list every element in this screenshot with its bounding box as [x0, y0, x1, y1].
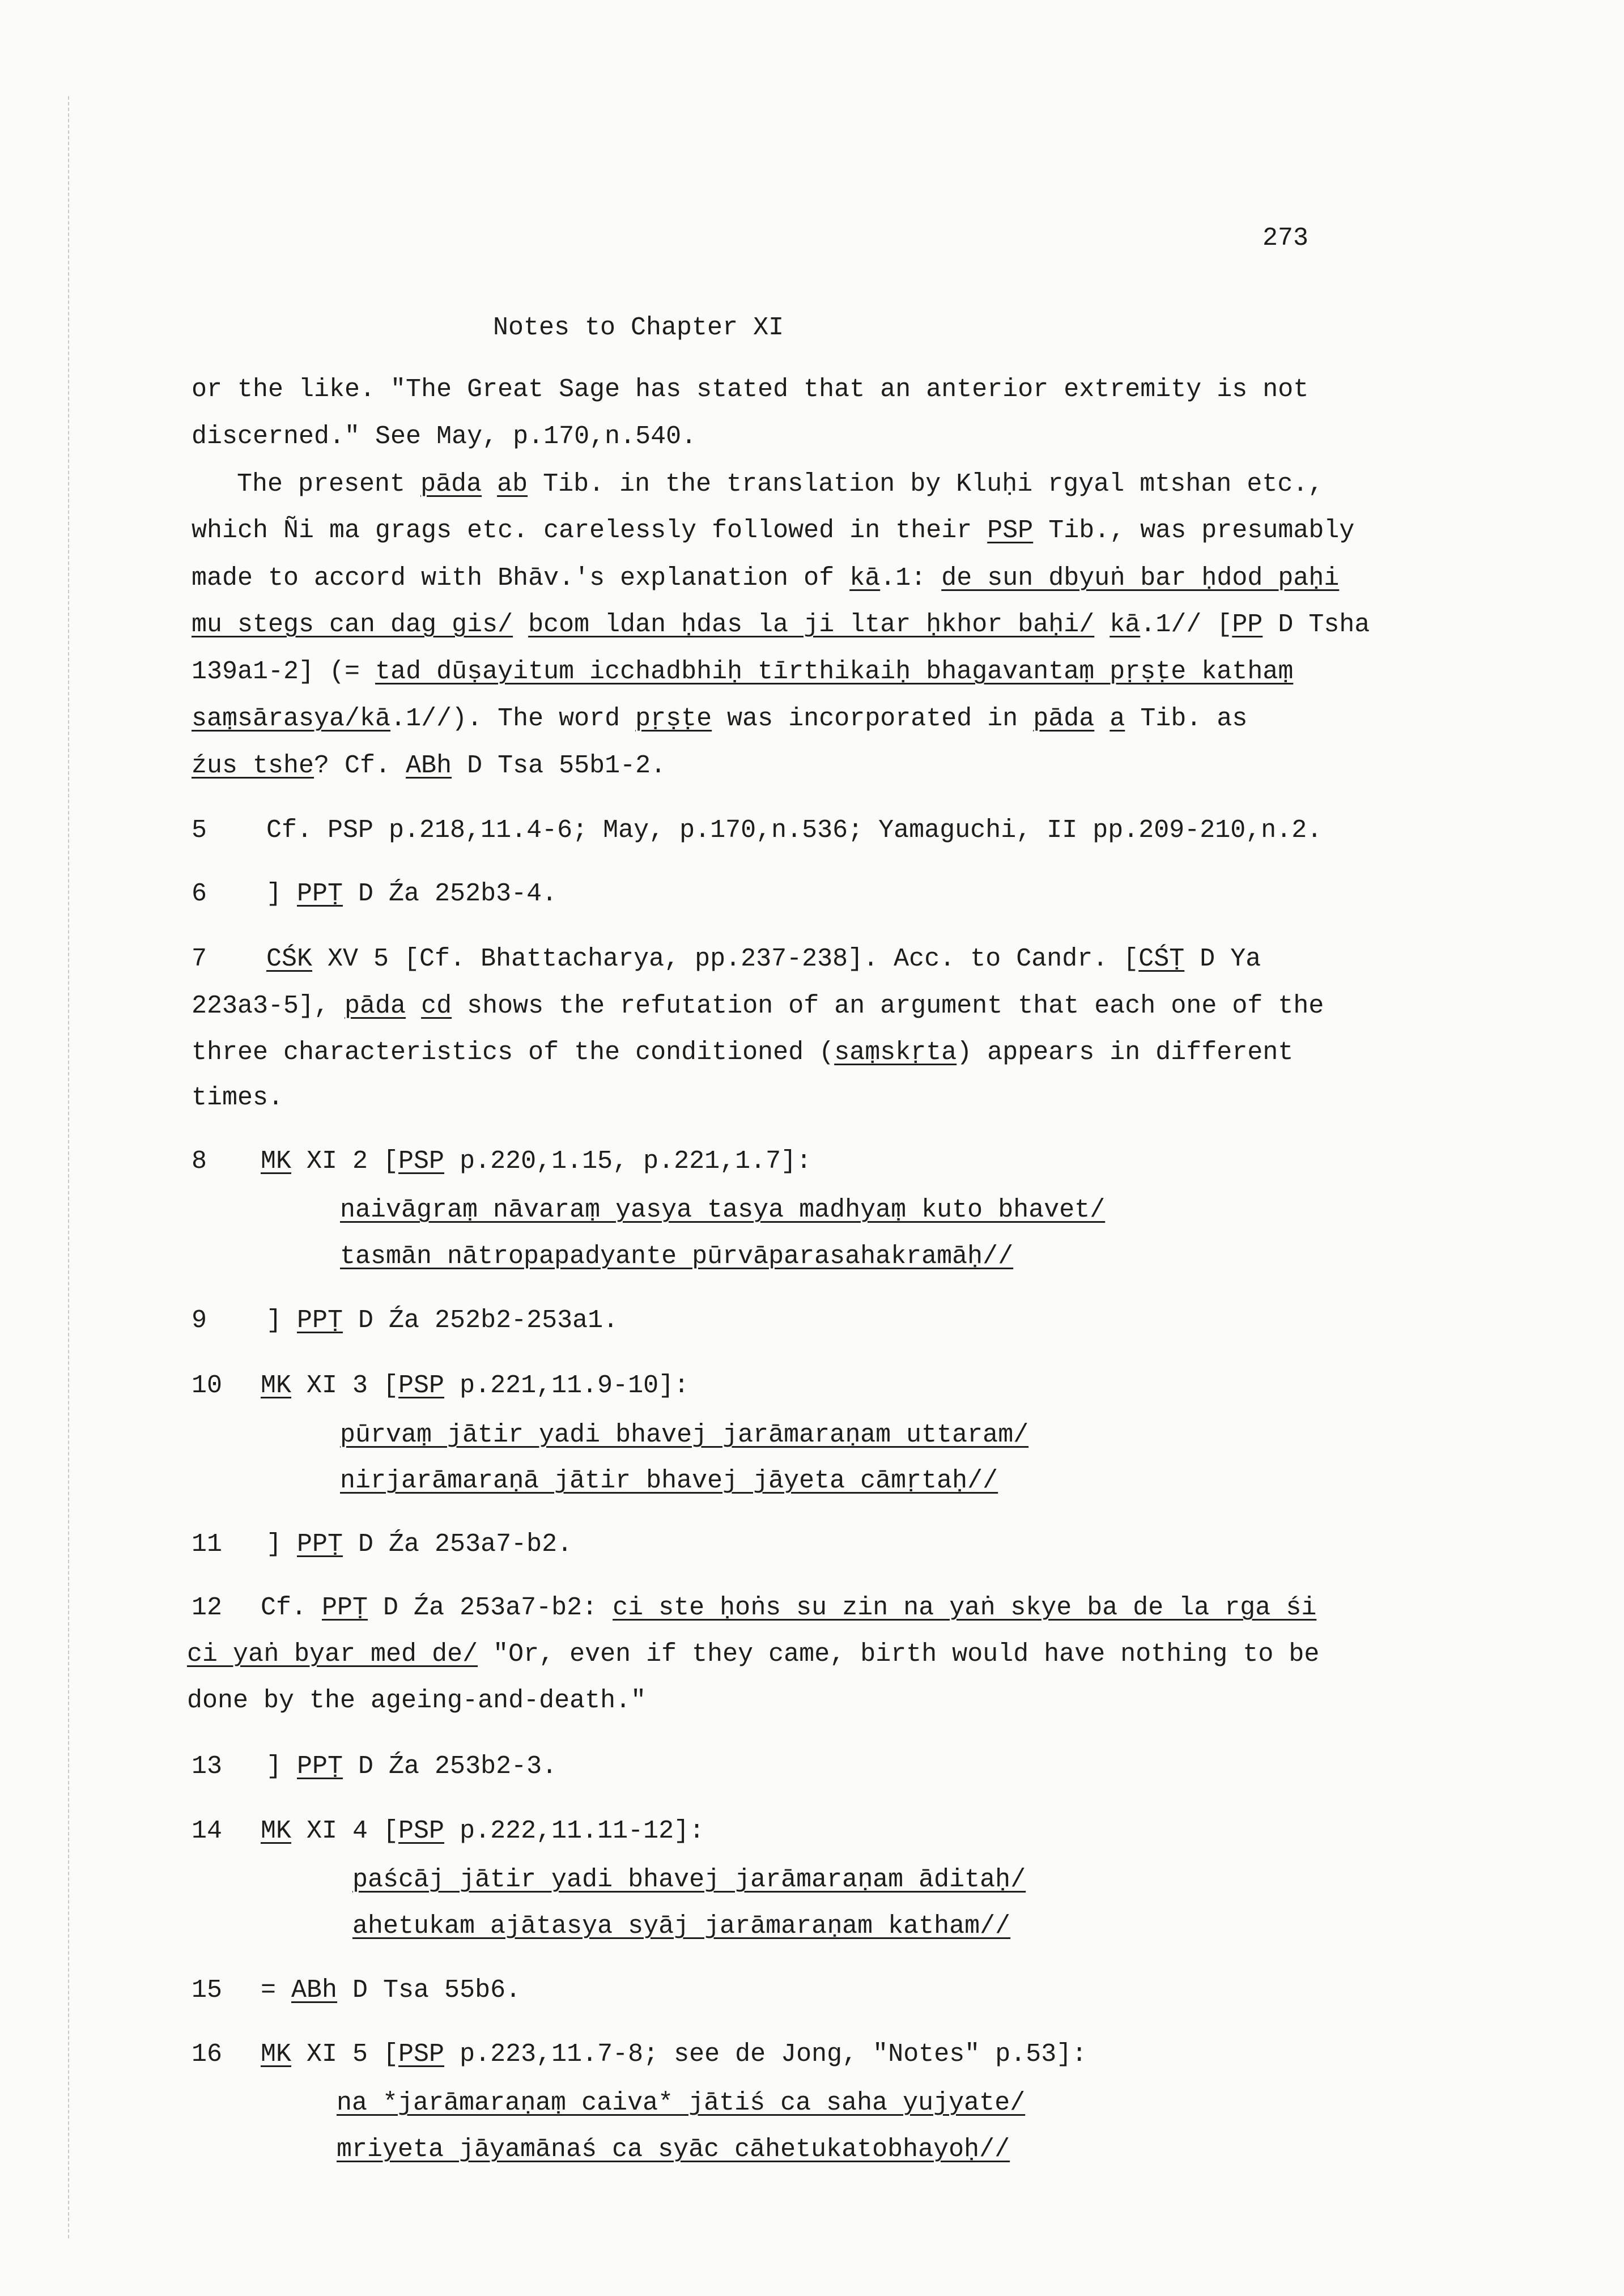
note-8-verse-2: tasmān nātropapadyante pūrvāparasahakramāḥ//: [340, 1242, 1014, 1271]
note-15-text: = ABh D Tsa 55b6.: [261, 1976, 521, 2005]
note-10-line-1: MK XI 3 [PSP p.221,11.9-10]:: [261, 1371, 690, 1400]
page-number: 273: [1262, 224, 1309, 253]
para-line-7: źus tshe? Cf. ABh D Tsa 55b1-2.: [192, 751, 666, 780]
note-7-line-3: three characteristics of the conditioned (saṃskṛta) appears in different: [192, 1038, 1294, 1067]
note-8-line-1: MK XI 2 [PSP p.220,1.15, p.221,1.7]:: [261, 1147, 812, 1176]
note-7-line-1: CŚK XV 5 [Cf. Bhattacharya, pp.237-238]. Acc. to Candr. [CŚṬ D Ya: [266, 945, 1261, 973]
note-number-16: 16: [192, 2040, 223, 2069]
note-16-verse-2: mriyeta jāyamānaś ca syāc cāhetukatobhayoḥ//: [337, 2135, 1010, 2164]
note-12-line-1: Cf. PPṬ D Źa 253a7-b2: ci ste ḥoṅs su zin na yaṅ skye ba de la rga śi: [261, 1593, 1317, 1622]
note-16-line-1: MK XI 5 [PSP p.223,11.7-8; see de Jong, "Notes" p.53]:: [261, 2040, 1087, 2069]
note-number-11: 11: [192, 1530, 223, 1559]
para-line-6: saṃsārasya/kā.1//). The word pṛṣṭe was incorporated in pāda a Tib. as: [192, 704, 1248, 733]
note-number-14: 14: [192, 1817, 223, 1846]
note-number-9: 9: [192, 1306, 207, 1335]
note-number-13: 13: [192, 1752, 223, 1781]
note-5-text: Cf. PSP p.218,11.4-6; May, p.170,n.536; Yamaguchi, II pp.209-210,n.2.: [266, 816, 1323, 845]
note-number-6: 6: [192, 879, 207, 908]
note-14-verse-1: paścāj jātir yadi bhavej jarāmaraṇam āditaḥ/: [352, 1865, 1026, 1894]
intro-line-1: or the like. "The Great Sage has stated that an anterior extremity is not: [192, 375, 1309, 404]
note-number-5: 5: [192, 816, 207, 845]
note-8-verse-1: naivāgraṃ nāvaraṃ yasya tasya madhyaṃ kuto bhavet/: [340, 1196, 1106, 1224]
para-line-1: The present pāda ab Tib. in the translation by Kluḥi rgyal mtshan etc.,: [237, 470, 1324, 499]
note-number-10: 10: [192, 1371, 223, 1400]
note-10-verse-2: nirjarāmaraṇā jātir bhavej jāyeta cāmṛtaḥ//: [340, 1466, 998, 1495]
note-14-verse-2: ahetukam ajātasya syāj jarāmaraṇam katham//: [352, 1912, 1011, 1941]
note-number-15: 15: [192, 1976, 223, 2005]
note-number-7: 7: [192, 945, 207, 973]
note-12-line-2: ci yaṅ byar med de/ "Or, even if they came, birth would have nothing to be: [187, 1640, 1320, 1669]
note-7-line-4: times.: [192, 1083, 284, 1112]
note-13-text: ] PPṬ D Źa 253b2-3.: [266, 1752, 558, 1781]
note-16-verse-1: na *jarāmaraṇaṃ caiva* jātiś ca saha yujyate/: [337, 2089, 1026, 2118]
note-number-8: 8: [192, 1147, 207, 1176]
scan-edge-marks: [68, 96, 69, 2238]
note-number-12: 12: [192, 1593, 223, 1622]
page-heading: Notes to Chapter XI: [493, 313, 784, 342]
para-line-2: which Ñi ma grags etc. carelessly followed in their PSP Tib., was presumably: [192, 516, 1355, 545]
para-line-3: made to accord with Bhāv.'s explanation of kā.1: de sun dbyuṅ bar ḥdod paḥi: [192, 564, 1340, 593]
para-line-5: 139a1-2] (= tad dūṣayitum icchadbhiḥ tīrthikaiḥ bhagavantaṃ pṛṣṭe kathaṃ: [192, 657, 1294, 686]
note-10-verse-1: pūrvaṃ jātir yadi bhavej jarāmaraṇam uttaram/: [340, 1421, 1029, 1449]
note-7-line-2: 223a3-5], pāda cd shows the refutation of an argument that each one of the: [192, 992, 1324, 1021]
note-9-text: ] PPṬ D Źa 252b2-253a1.: [266, 1306, 619, 1335]
note-6-text: ] PPṬ D Źa 252b3-4.: [266, 879, 558, 908]
note-11-text: ] PPṬ D Źa 253a7-b2.: [266, 1530, 573, 1559]
intro-line-2: discerned." See May, p.170,n.540.: [192, 422, 697, 451]
note-14-line-1: MK XI 4 [PSP p.222,11.11-12]:: [261, 1817, 705, 1846]
note-12-line-3: done by the ageing-and-death.": [187, 1686, 647, 1715]
para-line-4: mu stegs can dag gis/ bcom ldan ḥdas la ji ltar ḥkhor baḥi/ kā.1// [PP D Tsha: [192, 610, 1370, 639]
